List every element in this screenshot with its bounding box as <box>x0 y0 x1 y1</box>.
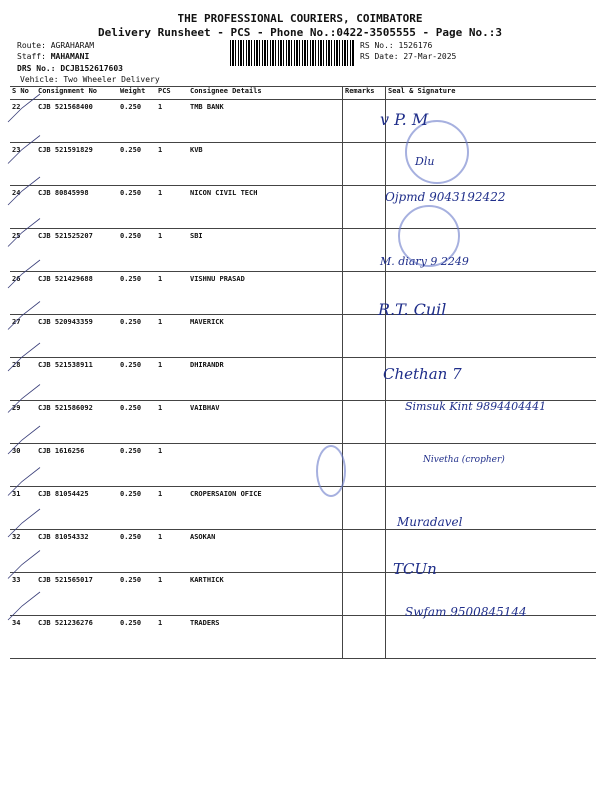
row-pcs: 1 <box>156 530 188 573</box>
row-sno: 24 <box>10 186 36 229</box>
row-consignee: TMB BANK <box>188 100 343 143</box>
handwritten-signature: Nivetha (cropher) <box>423 455 505 465</box>
row-consignment-no: CJB 521591829 <box>36 143 118 186</box>
row-pcs: 1 <box>156 186 188 229</box>
table-row <box>10 616 596 659</box>
row-weight: 0.250 <box>118 186 156 229</box>
row-consignee: NICON CIVIL TECH <box>188 186 343 229</box>
vehicle-line <box>20 75 160 84</box>
barcode <box>230 40 355 66</box>
rs-date-label: RS Date: <box>360 52 399 61</box>
staff-label: Staff: <box>17 52 46 61</box>
handwritten-signature: Chethan 7 <box>383 365 462 383</box>
row-consignment-no: CJB 81054332 <box>36 530 118 573</box>
route-label: Route: <box>17 41 46 50</box>
col-seal: Seal & Signature <box>386 87 597 100</box>
row-consignee: KARTHICK <box>188 573 343 616</box>
staff-line <box>17 52 89 61</box>
col-pcs: PCS <box>156 87 188 100</box>
rs-date-value: 27-Mar-2025 <box>403 52 457 61</box>
row-consignee: ASOKAN <box>188 530 343 573</box>
row-consignment-no: CJB 521568400 <box>36 100 118 143</box>
drs-line <box>17 64 123 73</box>
table-row <box>10 143 596 186</box>
handwritten-signature: Swfam 9500845144 <box>405 605 527 619</box>
table-row <box>10 272 596 315</box>
table-row <box>10 229 596 272</box>
row-consignee: MAVERICK <box>188 315 343 358</box>
table-row <box>10 530 596 573</box>
table-row <box>10 358 596 401</box>
row-remarks <box>343 573 386 616</box>
row-pcs: 1 <box>156 401 188 444</box>
rs-no-value: 1526176 <box>398 41 433 50</box>
row-pcs: 1 <box>156 229 188 272</box>
row-sno: 34 <box>10 616 36 659</box>
table-header-row <box>10 87 596 100</box>
row-weight: 0.250 <box>118 272 156 315</box>
row-consignee: VAIBHAV <box>188 401 343 444</box>
row-pcs: 1 <box>156 616 188 659</box>
row-consignment-no: CJB 521586092 <box>36 401 118 444</box>
row-sno: 22 <box>10 100 36 143</box>
row-remarks <box>343 616 386 659</box>
rs-date-line <box>360 52 456 61</box>
row-consignee: SBI <box>188 229 343 272</box>
rs-no-line <box>360 41 432 50</box>
row-pcs: 1 <box>156 358 188 401</box>
handwritten-signature: Dlu <box>415 155 435 168</box>
row-pcs: 1 <box>156 143 188 186</box>
row-weight: 0.250 <box>118 487 156 530</box>
col-weight: Weight <box>118 87 156 100</box>
row-remarks <box>343 186 386 229</box>
row-sno: 33 <box>10 573 36 616</box>
row-consignment-no: CJB 80845998 <box>36 186 118 229</box>
route-value: AGRAHARAM <box>50 41 95 50</box>
table-row <box>10 315 596 358</box>
col-consignee: Consignee Details <box>188 87 343 100</box>
row-remarks <box>343 401 386 444</box>
row-weight: 0.250 <box>118 358 156 401</box>
row-weight: 0.250 <box>118 229 156 272</box>
row-weight: 0.250 <box>118 530 156 573</box>
row-sno: 26 <box>10 272 36 315</box>
row-consignment-no: CJB 1616256 <box>36 444 118 487</box>
row-consignee: VISHNU PRASAD <box>188 272 343 315</box>
row-consignment-no: CJB 520943359 <box>36 315 118 358</box>
row-sno: 27 <box>10 315 36 358</box>
row-weight: 0.250 <box>118 573 156 616</box>
seal-stamp-3 <box>316 445 346 497</box>
row-seal-signature <box>386 616 597 659</box>
handwritten-signature: Simsuk Kint 9894404441 <box>405 400 547 413</box>
drs-label: DRS No.: <box>17 64 56 73</box>
row-seal-signature <box>386 444 597 487</box>
row-weight: 0.250 <box>118 143 156 186</box>
row-sno: 25 <box>10 229 36 272</box>
row-pcs: 1 <box>156 444 188 487</box>
handwritten-signature: Muradavel <box>397 515 463 529</box>
row-consignee: CROPERSAION OFICE <box>188 487 343 530</box>
row-remarks <box>343 444 386 487</box>
runsheet-table <box>10 86 596 659</box>
row-consignee: DHIRANDR <box>188 358 343 401</box>
row-pcs: 1 <box>156 315 188 358</box>
row-sno: 31 <box>10 487 36 530</box>
table-row <box>10 444 596 487</box>
row-remarks <box>343 358 386 401</box>
route-line <box>17 41 94 50</box>
row-consignee: TRADERS <box>188 616 343 659</box>
row-sno: 30 <box>10 444 36 487</box>
row-seal-signature <box>386 315 597 358</box>
handwritten-signature: v P. M <box>380 110 429 129</box>
row-weight: 0.250 <box>118 401 156 444</box>
row-pcs: 1 <box>156 487 188 530</box>
handwritten-signature: TCUn <box>393 560 437 578</box>
table-row <box>10 487 596 530</box>
row-pcs: 1 <box>156 100 188 143</box>
vehicle-label: Vehicle: <box>20 75 59 84</box>
row-sno: 28 <box>10 358 36 401</box>
table-row <box>10 100 596 143</box>
row-pcs: 1 <box>156 272 188 315</box>
col-sno: S No <box>10 87 36 100</box>
row-remarks <box>343 315 386 358</box>
row-weight: 0.250 <box>118 444 156 487</box>
row-consignee: KVB <box>188 143 343 186</box>
row-weight: 0.250 <box>118 315 156 358</box>
row-consignment-no: CJB 81054425 <box>36 487 118 530</box>
row-sno: 32 <box>10 530 36 573</box>
col-consignment: Consignment No <box>36 87 118 100</box>
table-row <box>10 186 596 229</box>
row-remarks <box>343 143 386 186</box>
handwritten-signature: M. diary 9 2249 <box>380 255 469 268</box>
row-sno: 29 <box>10 401 36 444</box>
vehicle-value: Two Wheeler Delivery <box>63 75 160 84</box>
row-weight: 0.250 <box>118 100 156 143</box>
row-consignment-no: CJB 521538911 <box>36 358 118 401</box>
staff-value: MAHAMANI <box>50 52 90 61</box>
row-remarks <box>343 487 386 530</box>
row-pcs: 1 <box>156 573 188 616</box>
row-consignment-no: CJB 521429688 <box>36 272 118 315</box>
row-remarks <box>343 530 386 573</box>
row-consignment-no: CJB 521525207 <box>36 229 118 272</box>
runsheet-subtitle: Delivery Runsheet - PCS - Phone No.:0422-3505555 - Page No.:3 <box>98 26 502 39</box>
drs-value: DCJB152617603 <box>60 64 123 73</box>
row-consignment-no: CJB 521565017 <box>36 573 118 616</box>
handwritten-signature: Ojpmd 9043192422 <box>385 190 506 204</box>
row-weight: 0.250 <box>118 616 156 659</box>
row-consignment-no: CJB 521236276 <box>36 616 118 659</box>
seal-stamp-1 <box>405 120 469 184</box>
col-remarks: Remarks <box>343 87 386 100</box>
handwritten-signature: R.T. Cuil <box>378 300 447 319</box>
row-sno: 23 <box>10 143 36 186</box>
company-title: THE PROFESSIONAL COURIERS, COIMBATORE <box>177 12 423 25</box>
rs-no-label: RS No.: <box>360 41 394 50</box>
